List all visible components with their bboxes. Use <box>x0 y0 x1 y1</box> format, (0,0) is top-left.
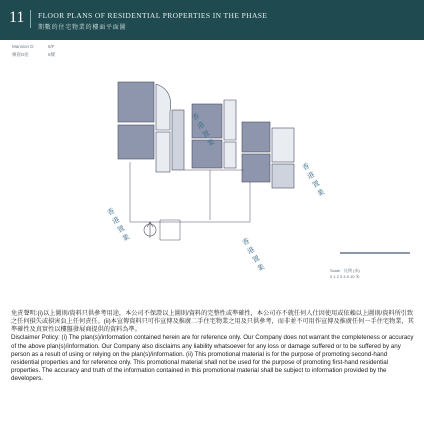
center-tower <box>192 100 236 168</box>
header-divider <box>30 10 31 28</box>
watermark-text: 香港置業 <box>301 162 327 199</box>
page-number: 11 <box>9 9 25 26</box>
right-tower <box>242 122 294 188</box>
floor-plan <box>100 70 310 260</box>
north-arrow-icon <box>144 222 156 238</box>
disclaimer-zh: 免責聲明:(i)以上圖則/資料只供參考用途，本公司不保證以上圖則/資料的完整性或準確性，本公司亦不就任何人仕因使用或依賴以上圖則/資料所引致之任何損失或損害負上任何責任。(ii)本宣傳資料只可作宣傳及推廣二手住宅物業之用及只供參考，而非並不可用作宣傳及推廣任何一手住宅物業，其準確性及真實性以樓盤發展商提供的資料為準。 <box>11 310 414 334</box>
page-header <box>0 0 424 40</box>
mansion-label-en: Mansion D 6/F <box>12 44 55 49</box>
disclaimer <box>11 310 415 383</box>
page-title: FLOOR PLANS OF RESIDENTIAL PROPERTIES IN THE PHASE <box>38 11 268 20</box>
scale-legend: Scale：比例 (米) 0 1 2 3 4 5 10 米 <box>330 268 360 279</box>
left-tower <box>118 82 184 172</box>
page-subtitle: 期數的住宅物業的樓面平面圖 <box>38 25 127 31</box>
scale-bar <box>340 252 410 258</box>
watermark-text: 香港置業 <box>191 112 217 149</box>
watermark-text: 香港置業 <box>106 207 132 244</box>
watermark-text: 香港置業 <box>241 237 267 274</box>
disclaimer-en: Disclaimer Policy: (i) The plan(s)/information contained herein are for reference only. Our Company does not warrant the completeness or accuracy of the above plan(s)/information. Our Company also disclaims any liability whatsoever for any loss or damage suffered or to be suffered by any person as a result of using or relying on the plan(s)/information. (ii) This promotional material is for the purpose of promoting second-hand residential properties and for reference only. This promotional material shall not be used for the purpose of promoting first-hand residential properties. The accuracy and truth of the information contained in this promotional material shall be subject to information provided by the developers. <box>11 334 414 383</box>
mansion-label-zh: 棟座D座 6樓 <box>12 52 56 57</box>
